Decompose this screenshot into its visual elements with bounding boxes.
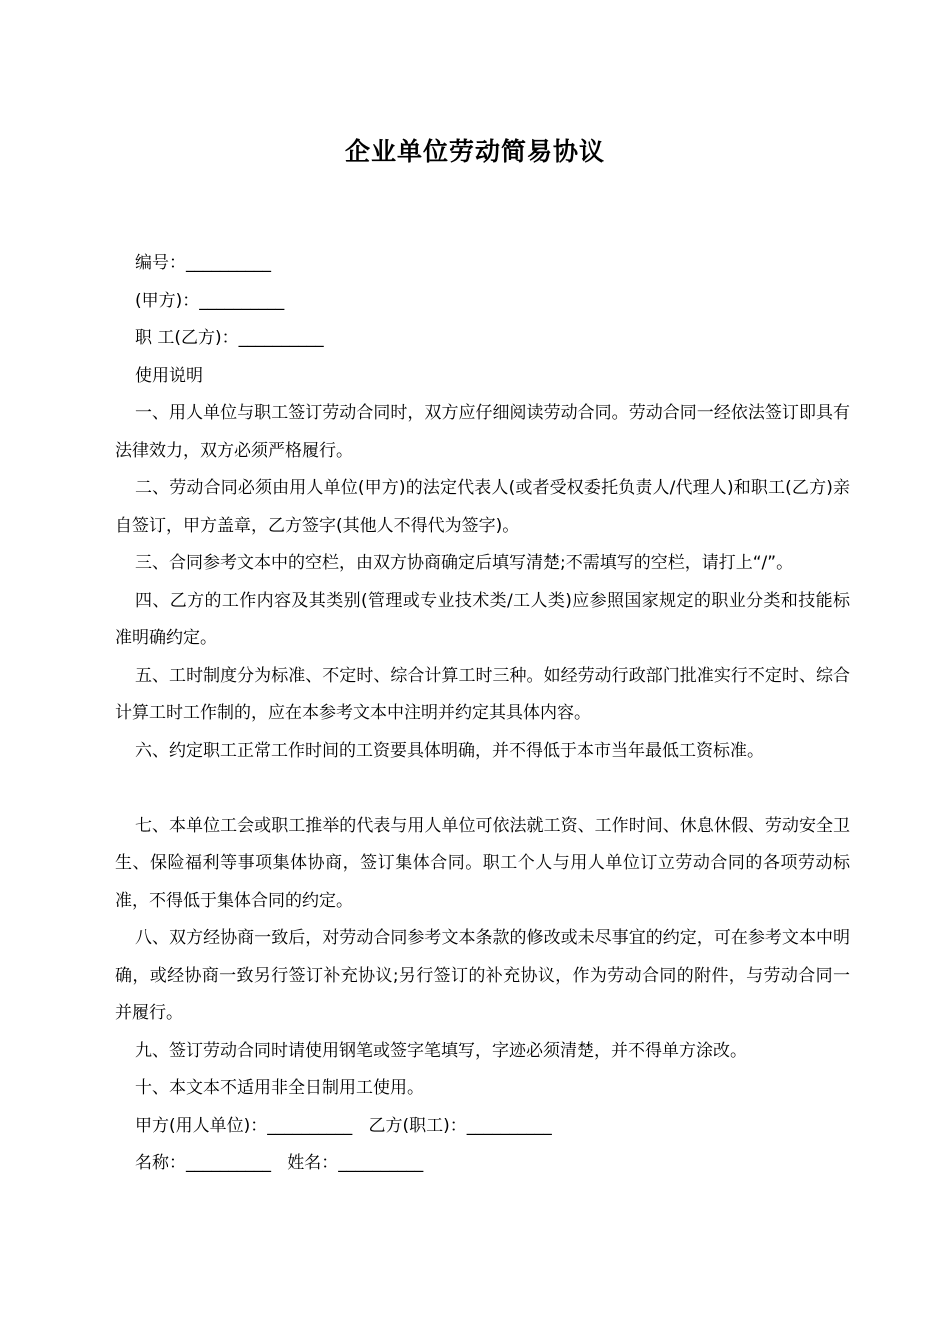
document-title: 企业单位劳动简易协议	[344, 137, 605, 166]
employee-field: 职 工(乙方)：__________	[135, 328, 324, 348]
employee-name-label: 姓名：__________	[287, 1153, 424, 1173]
document-body	[115, 245, 850, 1183]
instruction-paragraph-10: 十、本文本不适用非全日制用工使用。	[135, 1078, 424, 1098]
instruction-paragraph-7: 七、本单位工会或职工推举的代表与用人单位可依法就工资、工作时间、休息休假、劳动安全卫生、保险福利等事项集体协商，签订集体合同。职工个人与用人单位订立劳动合同的各项劳动标准，不得低于集体合同的约定。	[115, 815, 850, 911]
instruction-paragraph-4: 四、乙方的工作内容及其类别(管理或专业技术类/工人类)应参照国家规定的职业分类和技能标准明确约定。	[115, 590, 850, 648]
paragraph-spacer	[115, 770, 850, 808]
instructions-heading: 使用说明	[135, 365, 203, 386]
number-field: 编号：__________	[135, 253, 271, 273]
signature-row-parties	[115, 1108, 850, 1146]
company-name-label: 名称：__________	[135, 1153, 271, 1173]
party-a-signature-label: 甲方(用人单位)：__________	[135, 1115, 353, 1136]
instruction-paragraph-6: 六、约定职工正常工作时间的工资要具体明确，并不得低于本市当年最低工资标准。	[135, 740, 764, 761]
signature-row-names	[115, 1145, 850, 1183]
instruction-paragraph-5: 五、工时制度分为标准、不定时、综合计算工时三种。如经劳动行政部门批准实行不定时、综合计算工时工作制的，应在本参考文本中注明并约定其具体内容。	[115, 665, 850, 723]
party-b-signature-label: 乙方(职工)：__________	[368, 1115, 552, 1136]
instruction-paragraph-1: 一、用人单位与职工签订劳动合同时，双方应仔细阅读劳动合同。劳动合同一经依法签订即具有法律效力，双方必须严格履行。	[115, 403, 850, 461]
instruction-paragraph-3: 三、合同参考文本中的空栏，由双方协商确定后填写清楚;不需填写的空栏，请打上“/”。	[135, 553, 794, 573]
instruction-paragraph-2: 二、劳动合同必须由用人单位(甲方)的法定代表人(或者受权委托负责人/代理人)和职工(乙方)亲自签订，甲方盖章，乙方签字(其他人不得代为签字)。	[115, 478, 850, 536]
instruction-paragraph-9: 九、签订劳动合同时请使用钢笔或签字笔填写，字迹必须清楚，并不得单方涂改。	[135, 1040, 747, 1061]
instruction-paragraph-8: 八、双方经协商一致后，对劳动合同参考文本条款的修改或未尽事宜的约定，可在参考文本中明确，或经协商一致另行签订补充协议;另行签订的补充协议，作为劳动合同的附件，与劳动合同一并履行。	[115, 928, 850, 1023]
party-a-field: (甲方)：__________	[135, 290, 285, 311]
